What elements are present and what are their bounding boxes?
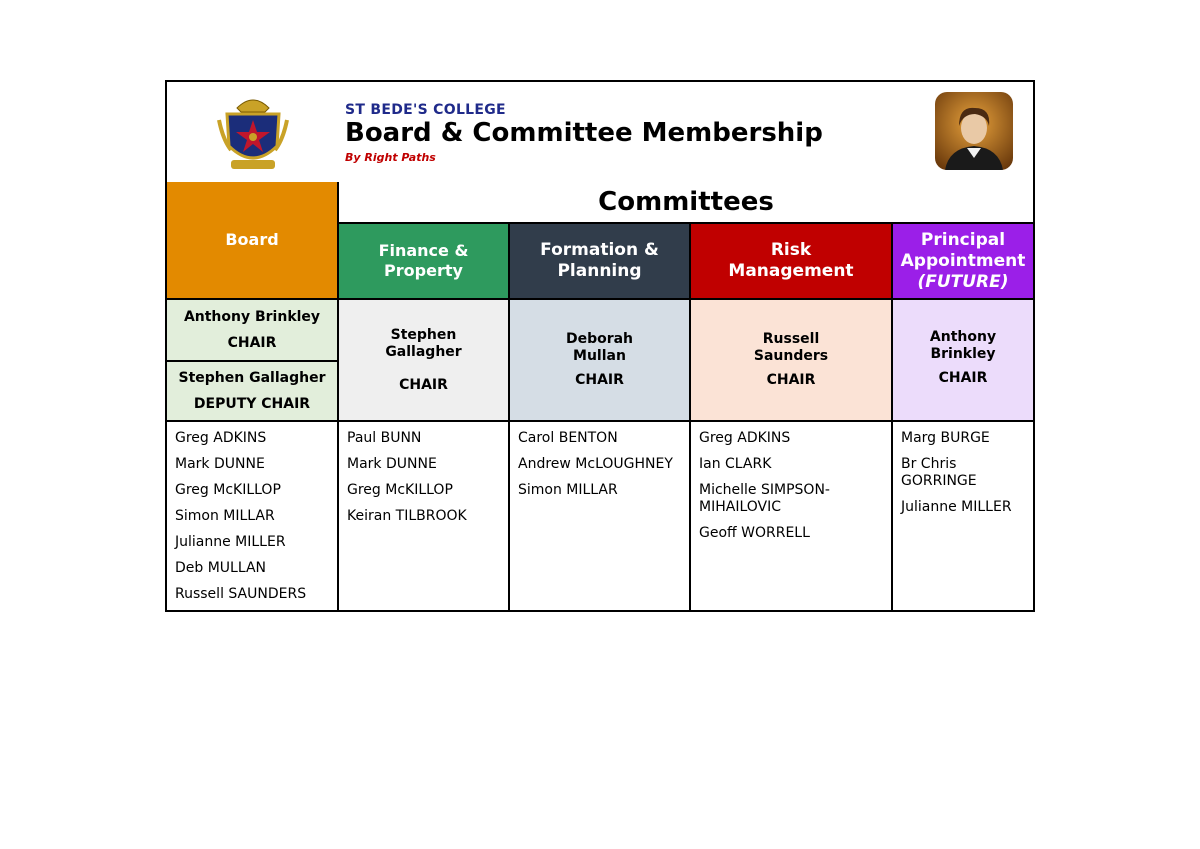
- committee-title-line: Formation &: [540, 240, 659, 260]
- chair-name-line: Saunders: [753, 348, 829, 364]
- committee-title-future: (FUTURE): [917, 271, 1009, 292]
- chair-name-line: Stephen: [390, 326, 457, 343]
- committee-header-finance: [339, 224, 510, 300]
- board-deputy-cell: [167, 362, 339, 422]
- chair-role: CHAIR: [575, 372, 624, 388]
- list-item: Br Chris GORRINGE: [901, 456, 977, 489]
- board-members-list: [167, 422, 339, 610]
- board-header: [167, 182, 339, 300]
- chair-name-line: Brinkley: [930, 346, 996, 362]
- list-item: Deb MULLAN: [175, 560, 267, 576]
- chair-name-line: Anthony: [929, 329, 997, 345]
- committee-title-line: Risk: [770, 240, 812, 260]
- list-item: Keiran TILBROOK: [347, 508, 467, 524]
- list-item: Geoff WORRELL: [699, 525, 810, 541]
- committee-title-line: Principal: [920, 229, 1006, 250]
- committee-title-line: Finance &: [378, 241, 469, 260]
- list-item: Mark DUNNE: [347, 456, 437, 472]
- list-item: Mark DUNNE: [175, 456, 265, 472]
- chair-name-line: Mullan: [573, 348, 626, 364]
- list-item: Julianne MILLER: [175, 534, 286, 550]
- board-chair-role: CHAIR: [227, 334, 277, 351]
- committee-chair-formation: [510, 300, 691, 422]
- risk-members-list: [691, 422, 893, 610]
- page-title: Board & Committee Membership: [345, 118, 823, 148]
- list-item: Andrew McLOUGHNEY: [518, 456, 673, 472]
- document-header: [167, 82, 1033, 185]
- list-item: Ian CLARK: [699, 456, 772, 472]
- college-motto: By Right Paths: [345, 151, 436, 164]
- board-chair-cell: [167, 300, 339, 362]
- membership-document: [165, 80, 1035, 612]
- committee-header-principal: [893, 224, 1033, 300]
- principal-members-list: [893, 422, 1033, 610]
- chair-name-line: Russell: [762, 331, 820, 347]
- college-name: ST BEDE'S COLLEGE: [345, 102, 506, 118]
- list-item: Carol BENTON: [518, 430, 618, 446]
- committee-title-line: Management: [728, 261, 854, 281]
- list-item: Greg ADKINS: [699, 430, 791, 446]
- finance-members-list: [339, 422, 510, 610]
- list-item: Greg McKILLOP: [175, 482, 281, 498]
- list-item: Paul BUNN: [347, 430, 422, 446]
- list-item: Greg ADKINS: [175, 430, 267, 446]
- chair-role: CHAIR: [938, 370, 988, 386]
- list-item: Simon MILLAR: [518, 482, 618, 498]
- board-heading: Board: [225, 230, 279, 249]
- committee-title-line: Appointment: [900, 250, 1026, 271]
- list-item: Russell SAUNDERS: [175, 586, 307, 602]
- list-item: Julianne MILLER: [901, 499, 1012, 515]
- board-chair-name: Anthony Brinkley: [183, 308, 321, 325]
- formation-members-list: [510, 422, 691, 610]
- chair-name-line: Deborah: [565, 331, 634, 347]
- committee-chair-risk: [691, 300, 893, 422]
- committee-chair-principal: [893, 300, 1033, 422]
- chair-role: CHAIR: [766, 372, 816, 388]
- list-item: Simon MILLAR: [175, 508, 275, 524]
- committee-header-formation: [510, 224, 691, 300]
- committee-title-line: Planning: [557, 261, 642, 281]
- chair-role: CHAIR: [399, 376, 448, 393]
- list-item: Greg McKILLOP: [347, 482, 453, 498]
- board-deputy-name: Stephen Gallagher: [178, 369, 326, 386]
- committee-title-line: Property: [384, 261, 463, 280]
- founder-portrait-icon: [935, 92, 1013, 170]
- committees-header: [339, 182, 1033, 224]
- board-deputy-role: DEPUTY CHAIR: [193, 395, 311, 412]
- committee-chair-finance: [339, 300, 510, 422]
- chair-name-line: Gallagher: [385, 343, 462, 360]
- committees-heading: Committees: [598, 187, 774, 217]
- committee-header-risk: [691, 224, 893, 300]
- list-item: Michelle SIMPSON-MIHAILOVIC: [699, 482, 830, 515]
- list-item: Marg BURGE: [901, 430, 990, 446]
- college-crest-icon: [217, 90, 289, 174]
